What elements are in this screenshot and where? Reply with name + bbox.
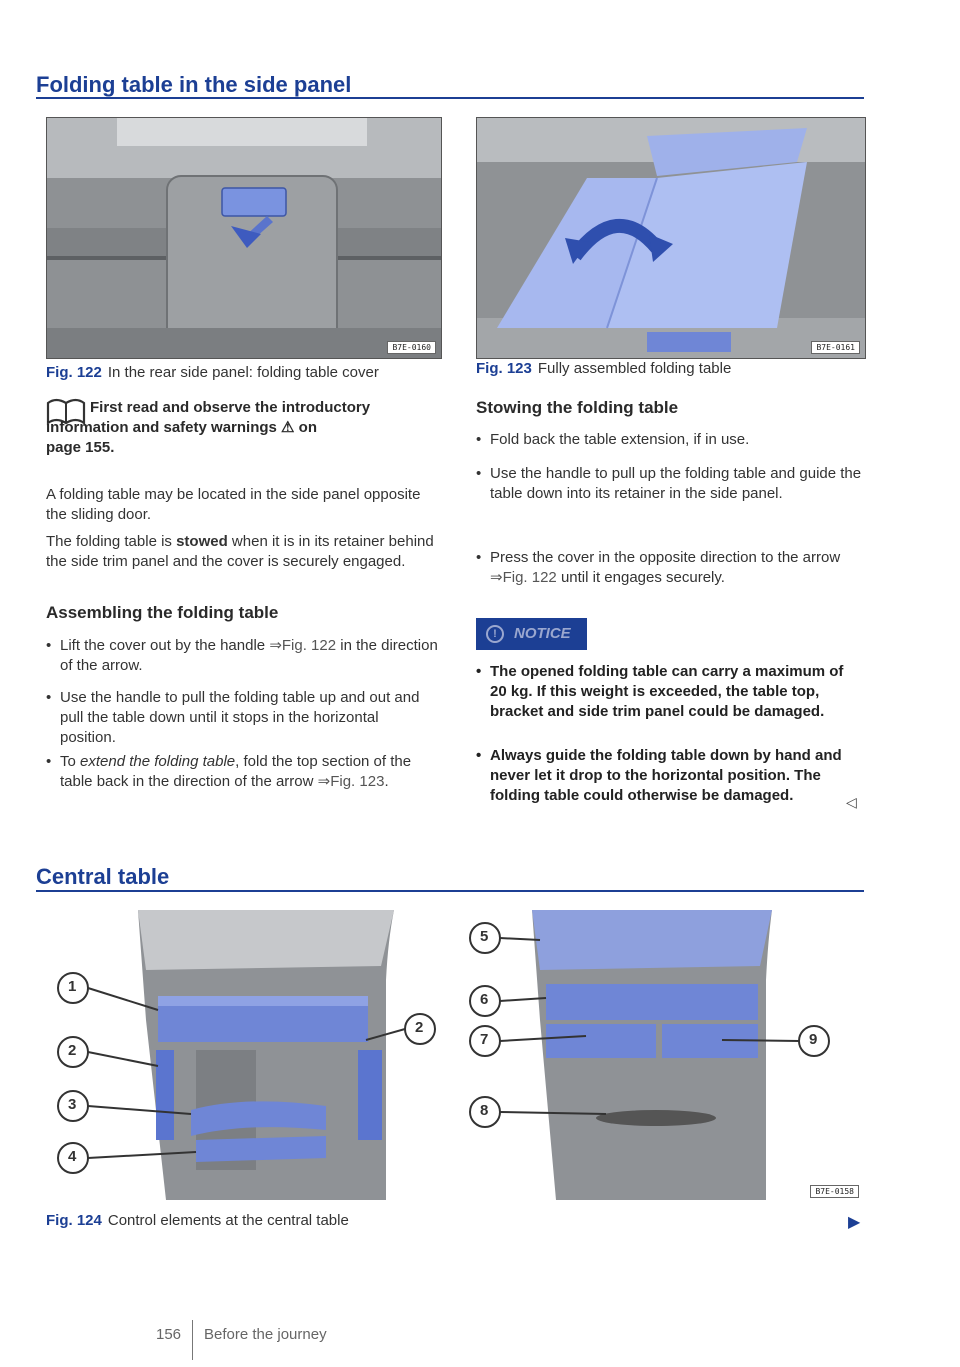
figure-code: B7E-0160 — [387, 341, 436, 354]
notice-bullet-2: • Always guide the folding table down by hand and never let it drop to the horizontal position. The folding table could otherwise be damaged. — [476, 746, 854, 806]
fig-122-link[interactable]: ⇒Fig. 122 — [269, 637, 337, 654]
bullet-text: Press the cover in the opposite direction to the arrow — [490, 549, 841, 566]
bullet-text: Lift the cover out by the handle — [60, 637, 270, 654]
intro-page-ref[interactable]: page 155. — [46, 439, 115, 456]
caption-number: Fig. 124 — [46, 1212, 102, 1229]
bullet-text: Use the handle to pull up the folding table and guide the table down into its retainer in the side panel. — [490, 465, 862, 502]
bullet-italic: extend the folding table — [80, 753, 236, 770]
paragraph-stowed — [46, 532, 438, 572]
para-text: when it is in its retainer behind the side trim panel and the cover is securely engaged. — [46, 533, 434, 570]
heading-stowing: Stowing the folding table — [476, 398, 679, 417]
notice-bullet-1: • The opened folding table can carry a maximum of 20 kg. If this weight is exceeded, the table top, bracket and side trim panel could be damaged. — [476, 662, 864, 722]
callout-label-2: 2 — [415, 1019, 424, 1036]
section-rule — [36, 890, 864, 892]
figure-122 — [46, 117, 442, 359]
bullet-text: Fold back the table extension, if in use. — [490, 431, 750, 448]
intro-notice — [46, 398, 438, 458]
bullet-text: To — [60, 753, 81, 770]
end-of-section-icon: ◁ — [846, 794, 857, 810]
stowed-bold: stowed — [176, 533, 228, 550]
notice-text: The opened folding table can carry a maximum of 20 kg. If this weight is exceeded, the table top, bracket and side trim panel could be damaged. — [490, 663, 844, 720]
footer-chapter: Before the journey — [204, 1326, 327, 1343]
footer-divider — [192, 1320, 193, 1360]
callout-label-2: 2 — [68, 1042, 77, 1059]
assemble-bullet-2: • Use the handle to pull the folding table up and out and pull the table down until it stops in the horizontal position. — [46, 688, 438, 748]
figure-code: B7E-0161 — [811, 341, 860, 354]
caption-fig-124 — [46, 1212, 349, 1229]
stow-bullet-3: • Press the cover in the opposite direction to the arrow ⇒Fig. 122 until it engages securely. — [476, 549, 841, 586]
bullet-text: in the direction of the arrow. — [60, 637, 438, 674]
callout-label-5: 5 — [480, 928, 489, 945]
callout-label-7: 7 — [480, 1031, 489, 1048]
caption-fig-123 — [476, 360, 731, 377]
section-rule — [36, 97, 864, 99]
callout-label-6: 6 — [480, 991, 489, 1008]
caption-text: Control elements at the central table — [107, 1212, 349, 1229]
notice-text: Always guide the folding table down by hand and never let it drop to the horizontal position. The folding table could otherwise be damaged. — [490, 747, 842, 804]
caption-number: Fig. 122 — [46, 364, 102, 381]
notice-header — [476, 618, 587, 650]
callout-label-3: 3 — [68, 1096, 77, 1113]
bullet-text: Use the handle to pull the folding table up and out and pull the table down until it stops in the horizontal position. — [60, 689, 420, 746]
callout-label-8: 8 — [480, 1102, 489, 1119]
figure-124 — [46, 900, 864, 1202]
fig-122-link[interactable]: ⇒Fig. 122 — [490, 569, 557, 586]
continue-arrow-icon: ▶ — [848, 1214, 861, 1231]
caption-text: Fully assembled folding table — [537, 360, 732, 377]
notice-icon: ! — [486, 625, 504, 643]
page-number: 156 — [156, 1326, 182, 1343]
caption-fig-122 — [46, 364, 379, 381]
bullet-text: until it engages securely. — [556, 569, 725, 586]
stow-bullet-1: • Fold back the table extension, if in use. — [476, 430, 864, 450]
paragraph-location: A folding table may be located in the side panel opposite the sliding door. — [46, 486, 421, 523]
bullet-text: , fold the top section of the table back in the direction of the arrow — [60, 753, 412, 790]
stow-bullet-2: • Use the handle to pull up the folding table and guide the table down into its retainer in the side panel. — [476, 464, 864, 504]
figure-124-illustration — [46, 900, 864, 1202]
bullet-text: . — [384, 773, 389, 790]
assemble-bullet-3: • To extend the folding table, fold the top section of the table back in the direction of the arrow ⇒Fig. 123. — [46, 753, 412, 790]
caption-number: Fig. 123 — [476, 360, 532, 377]
notice-label: NOTICE — [514, 625, 571, 642]
callout-label-9: 9 — [809, 1031, 818, 1048]
section-title-central-table: Central table — [36, 864, 170, 889]
figure-123 — [476, 117, 866, 359]
intro-on: on — [298, 419, 317, 436]
section-title-folding-table: Folding table in the side panel — [36, 72, 352, 97]
caption-text: In the rear side panel: folding table cover — [107, 364, 379, 381]
figure-122-illustration — [47, 118, 441, 358]
figure-123-illustration — [477, 118, 865, 358]
heading-assembling: Assembling the folding table — [46, 603, 279, 622]
warning-icon: ⚠ — [281, 419, 295, 436]
fig-123-link[interactable]: ⇒Fig. 123 — [317, 773, 385, 790]
para-text: The folding table is — [46, 533, 177, 550]
intro-bold-text: First read and observe the introductory information and safety warnings — [46, 399, 371, 436]
figure-code: B7E-0158 — [810, 1185, 859, 1198]
callout-label-4: 4 — [68, 1148, 77, 1165]
callout-label-1: 1 — [68, 978, 77, 995]
assemble-bullet-1: • Lift the cover out by the handle ⇒Fig. 122 in the direction of the arrow. — [46, 637, 438, 674]
